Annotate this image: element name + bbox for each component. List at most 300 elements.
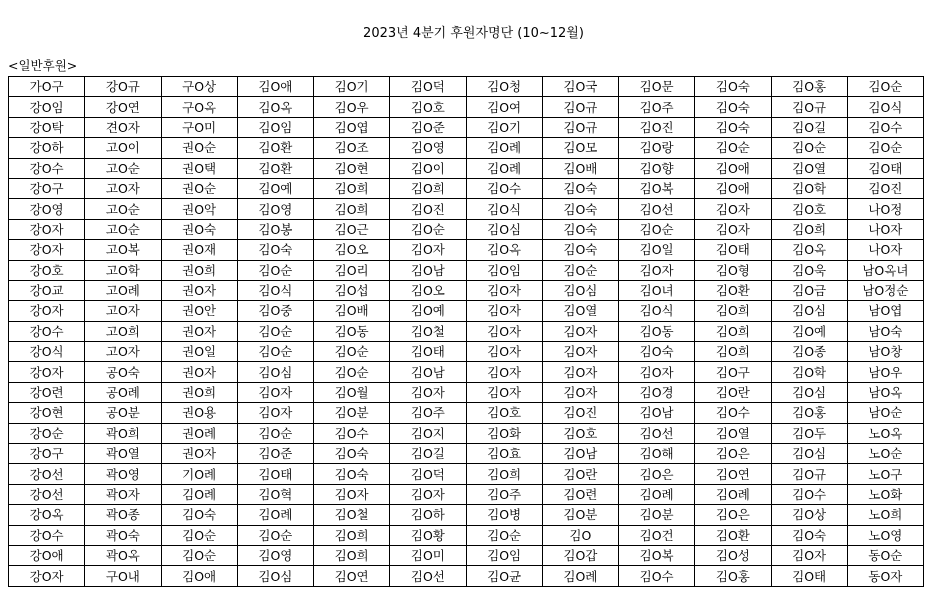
donor-name-cell: 김O자 [390,240,466,260]
donor-name-cell: 김O옥 [237,97,313,117]
donor-name-cell: 김O환 [237,138,313,158]
table-row [9,240,924,260]
donor-name-cell: 강O탁 [9,117,85,137]
donor-name-cell: 김O예 [390,301,466,321]
donor-name-cell: 남O순 [847,403,923,423]
donor-name-cell: 김O학 [771,362,847,382]
donor-name-cell: 김O희 [695,342,771,362]
donor-name-cell: 김O주 [619,97,695,117]
donor-name-cell: 남O우 [847,362,923,382]
donor-name-cell: 강O수 [9,158,85,178]
donor-name-cell: 김O례 [542,566,618,586]
donor-name-cell: 권O자 [161,362,237,382]
table-row [9,342,924,362]
donor-name-cell: 김O준 [237,444,313,464]
donor-name-cell: 김O문 [619,77,695,97]
donor-name-cell: 김O수 [314,423,390,443]
donor-name-cell: 강O영 [9,199,85,219]
donor-name-cell: 김O임 [466,545,542,565]
donor-name-cell: 김O남 [542,444,618,464]
donor-name-cell: 김O숙 [695,117,771,137]
donor-name-cell: 김O덕 [390,77,466,97]
donor-name-cell: 견O자 [85,117,161,137]
donor-name-cell: 권O용 [161,403,237,423]
donor-name-cell: 강O자 [9,362,85,382]
donor-name-cell: 김O호 [390,97,466,117]
donor-name-cell: 김O수 [619,566,695,586]
donor-name-cell: 김O심 [237,566,313,586]
donor-name-cell: 김O희 [771,219,847,239]
donor-name-cell: 김O남 [390,362,466,382]
donor-name-cell: 강O자 [9,301,85,321]
donor-name-cell: 김O식 [619,301,695,321]
donor-name-cell: 김O희 [695,321,771,341]
donor-name-cell: 김O녀 [619,280,695,300]
donor-name-cell: 김O순 [237,321,313,341]
donor-name-cell: 김O진 [847,178,923,198]
donor-name-cell: 김O자 [695,219,771,239]
donor-name-cell: 남O정순 [847,280,923,300]
donor-name-cell: 권O안 [161,301,237,321]
donor-name-cell: 김O오 [390,280,466,300]
donor-name-cell: 권O희 [161,260,237,280]
donor-name-cell: 김O희 [314,525,390,545]
donor-name-cell: 김O해 [619,444,695,464]
donor-name-cell: 김O상 [771,505,847,525]
donor-name-cell: 김O숙 [314,444,390,464]
donor-name-cell: 김O길 [771,117,847,137]
donor-name-cell: 곽O자 [85,484,161,504]
donor-name-cell: 김O심 [771,382,847,402]
donor-name-cell: 김O예 [237,178,313,198]
donor-name-cell: 김O자 [542,362,618,382]
donor-name-cell: 김O숙 [695,97,771,117]
donor-name-cell: 고O희 [85,321,161,341]
donor-name-cell: 김O자 [390,382,466,402]
donor-name-cell: 권O재 [161,240,237,260]
donor-name-cell: 김O순 [847,77,923,97]
donor-name-cell: 김O자 [466,280,542,300]
donor-name-cell: 김O순 [390,219,466,239]
donor-name-cell: 남O옥녀 [847,260,923,280]
donor-name-cell: 노O영 [847,525,923,545]
donor-name-cell: 곽O열 [85,444,161,464]
donor-name-cell: 권O일 [161,342,237,362]
donor-name-cell: 강O자 [9,566,85,586]
donor-name-cell: 김O수 [695,403,771,423]
donor-name-cell: 김O호 [542,423,618,443]
donor-name-cell: 강O연 [85,97,161,117]
donor-name-cell: 김O욱 [771,260,847,280]
donor-name-cell: 김O홍 [771,403,847,423]
donor-name-cell: 강O선 [9,464,85,484]
donor-name-cell: 김O남 [619,403,695,423]
donor-name-cell: 김O자 [771,545,847,565]
donor-name-cell: 김O국 [542,77,618,97]
donor-name-cell: 김O효 [466,444,542,464]
donor-name-cell: 김O이 [390,158,466,178]
donor-name-cell: 공O숙 [85,362,161,382]
donor-name-cell: 김O은 [619,464,695,484]
donor-name-cell: 고O자 [85,342,161,362]
donor-name-cell: 권O숙 [161,219,237,239]
donor-name-cell: 김O영 [237,545,313,565]
donor-name-cell: 김O철 [390,321,466,341]
donor-name-cell: 권O택 [161,158,237,178]
donor-name-cell: 김O례 [695,484,771,504]
donor-name-cell: 김O조 [314,138,390,158]
donor-name-cell: 김O열 [542,301,618,321]
donor-name-cell: 김O여 [466,97,542,117]
table-row [9,444,924,464]
donor-name-cell: 김O옥 [771,240,847,260]
donor-name-cell: 고O순 [85,158,161,178]
donor-name-cell: 김O건 [619,525,695,545]
donor-name-cell: 곽O영 [85,464,161,484]
donor-name-cell: 김O호 [466,403,542,423]
donor-name-cell: 고O례 [85,280,161,300]
donor-name-cell: 고O복 [85,240,161,260]
donor-name-cell: 김O혁 [237,484,313,504]
donor-name-cell: 김O순 [314,362,390,382]
donor-name-cell: 김O미 [390,545,466,565]
donor-name-cell: 고O학 [85,260,161,280]
donor-name-cell: 고O순 [85,219,161,239]
donor-name-cell: 김O예 [771,321,847,341]
donor-name-cell: 김O자 [466,382,542,402]
donor-name-cell: 동O순 [847,545,923,565]
donor-name-cell: 김O엽 [314,117,390,137]
donor-name-cell: 김O숙 [542,178,618,198]
donor-name-cell: 김O숙 [619,342,695,362]
donor-name-cell: 권O희 [161,382,237,402]
donor-name-cell: 김O순 [237,525,313,545]
donor-name-cell: 김O갑 [542,545,618,565]
donor-name-cell: 강O련 [9,382,85,402]
donor-name-cell: 김O학 [771,178,847,198]
donor-name-cell: 김O호 [771,199,847,219]
donor-name-cell: 나O자 [847,240,923,260]
donor-name-cell: 김O규 [771,97,847,117]
donor-name-cell: 김O임 [237,117,313,137]
donor-name-cell: 김O자 [314,484,390,504]
donor-name-cell: 김O선 [619,199,695,219]
donor-name-cell: 김O숙 [237,240,313,260]
table-row [9,382,924,402]
donor-name-cell: 김O하 [390,505,466,525]
donor-name-cell: 김O순 [771,138,847,158]
donor-name-cell: 김O진 [390,199,466,219]
donor-name-cell: 김O례 [237,505,313,525]
donor-name-cell: 김O리 [314,260,390,280]
donor-name-cell: 김O분 [314,403,390,423]
donor-name-cell: 김O례 [161,484,237,504]
donor-name-cell: 김O영 [237,199,313,219]
donor-name-cell: 김O심 [466,219,542,239]
donor-name-cell: 김O심 [542,280,618,300]
donor-name-cell: 강O현 [9,403,85,423]
donor-name-cell: 김O종 [771,342,847,362]
donor-name-cell: 김O란 [542,464,618,484]
donor-name-cell: 곽O희 [85,423,161,443]
donor-name-cell: 김O배 [542,158,618,178]
donor-name-cell: 김O선 [390,566,466,586]
donor-name-cell: 구O미 [161,117,237,137]
donor-name-cell: 김O분 [619,505,695,525]
donor-name-cell: 김O배 [314,301,390,321]
donor-name-cell: 김O주 [390,403,466,423]
donor-name-cell: 김O성 [695,545,771,565]
donor-name-cell: 김O숙 [542,240,618,260]
donor-name-cell: 김O동 [314,321,390,341]
table-row [9,178,924,198]
donor-name-cell: 김O애 [237,77,313,97]
donor-name-cell: 김O연 [314,566,390,586]
donor-name-cell: 강O식 [9,342,85,362]
donor-name-cell: 김O희 [314,545,390,565]
donor-name-cell: 강O수 [9,525,85,545]
donor-name-cell: 김O기 [466,117,542,137]
donor-name-cell: 곽O옥 [85,545,161,565]
table-row [9,566,924,586]
table-row [9,464,924,484]
donor-name-cell: 김O태 [390,342,466,362]
donor-name-cell: 김O태 [695,240,771,260]
donor-name-cell: 김O임 [466,260,542,280]
table-row [9,505,924,525]
donor-name-cell: 김O순 [161,525,237,545]
donor-name-cell: 김O희 [314,199,390,219]
donor-name-cell: 노O희 [847,505,923,525]
page-title: 2023년 4분기 후원자명단 (10~12월) [363,26,584,41]
donor-name-cell: 강O순 [9,423,85,443]
donor-name-cell: 김O례 [466,138,542,158]
donor-name-cell: 김O균 [466,566,542,586]
donor-name-cell: 강O자 [9,240,85,260]
donor-name-cell: 김O동 [619,321,695,341]
donor-name-cell: 김O식 [237,280,313,300]
donor-name-cell: 김O태 [771,566,847,586]
donor-name-cell: 김O희 [390,178,466,198]
table-row [9,321,924,341]
donor-name-cell: 김O오 [314,240,390,260]
donor-name-cell: 강O자 [9,219,85,239]
table-row [9,117,924,137]
donor-name-cell: 김O례 [466,158,542,178]
donor-name-cell: 김O애 [695,178,771,198]
donor-name-cell: 노O순 [847,444,923,464]
donor-name-cell: 강O선 [9,484,85,504]
donor-name-cell: 강O호 [9,260,85,280]
donor-name-cell: 김O선 [619,423,695,443]
donor-name-cell: 김O수 [466,178,542,198]
donor-table [8,76,924,587]
donor-name-cell: 김O은 [695,444,771,464]
donor-name-cell: 김O화 [466,423,542,443]
donor-name-cell: 김O자 [695,199,771,219]
donor-name-cell: 김O홍 [695,566,771,586]
table-row [9,423,924,443]
donor-name-cell: 김O심 [237,362,313,382]
donor-name-cell: 김O숙 [542,199,618,219]
donor-name-cell: 김O식 [466,199,542,219]
donor-name-cell: 김O병 [466,505,542,525]
donor-name-cell: 김O봉 [237,219,313,239]
donor-name-cell: 공O분 [85,403,161,423]
donor-name-cell: 김O향 [619,158,695,178]
donor-name-cell: 권O자 [161,444,237,464]
donor-name-cell: 김O자 [466,342,542,362]
donor-name-cell: 김O일 [619,240,695,260]
donor-name-cell: 김O순 [542,260,618,280]
donor-name-cell: 강O규 [85,77,161,97]
donor-name-cell: 남O창 [847,342,923,362]
donor-name-cell: 김O규 [771,464,847,484]
donor-name-cell: 김O순 [314,342,390,362]
donor-name-cell: 공O례 [85,382,161,402]
donor-name-cell: 김O숙 [771,525,847,545]
donor-name-cell: 김O심 [771,301,847,321]
donor-name-cell: 김O환 [695,280,771,300]
donor-name-cell: 김O덕 [390,464,466,484]
donor-name-cell: 김O순 [695,138,771,158]
donor-name-cell: 김O수 [847,117,923,137]
table-row [9,97,924,117]
donor-name-cell: 김O진 [542,403,618,423]
table-row [9,403,924,423]
donor-name-cell: 강O임 [9,97,85,117]
section-label: <일반후원> [8,58,78,73]
donor-name-cell: 김O형 [695,260,771,280]
donor-name-cell: 김O자 [619,362,695,382]
donor-name-cell: 김O경 [619,382,695,402]
table-row [9,484,924,504]
donor-name-cell: 김O태 [237,464,313,484]
donor-name-cell: 김O란 [695,382,771,402]
donor-name-cell: 김O연 [695,464,771,484]
table-row [9,525,924,545]
table-row [9,301,924,321]
donor-name-cell: 고O순 [85,199,161,219]
donor-name-cell: 김O복 [619,545,695,565]
donor-name-cell: 김O숙 [161,505,237,525]
donor-name-cell: 김O숙 [695,77,771,97]
donor-name-cell: 김O섭 [314,280,390,300]
donor-name-cell: 김O심 [771,444,847,464]
donor-name-cell: 기O례 [161,464,237,484]
donor-name-cell: 강O하 [9,138,85,158]
donor-name-cell: 김O길 [390,444,466,464]
donor-name-cell: 김O순 [466,525,542,545]
donor-name-cell: 권O악 [161,199,237,219]
donor-name-cell: 김O자 [237,382,313,402]
donor-name-cell: 김O자 [466,362,542,382]
donor-name-cell: 김O복 [619,178,695,198]
donor-name-cell: 김O례 [619,484,695,504]
donor-name-cell: 김O규 [542,117,618,137]
donor-table-body [9,77,924,587]
donor-name-cell: 김O랑 [619,138,695,158]
donor-name-cell: 김O순 [237,423,313,443]
donor-name-cell: 강O교 [9,280,85,300]
donor-name-cell: 김O규 [542,97,618,117]
table-row [9,280,924,300]
donor-name-cell: 강O구 [9,444,85,464]
donor-name-cell: 김O태 [847,158,923,178]
donor-name-cell: 김O지 [390,423,466,443]
donor-name-cell: 김O근 [314,219,390,239]
donor-name-cell: 권O례 [161,423,237,443]
donor-name-cell: 김O자 [542,321,618,341]
donor-name-cell: 강O옥 [9,505,85,525]
donor-name-cell: 김O [542,525,618,545]
donor-name-cell: 김O분 [542,505,618,525]
donor-name-cell: 권O순 [161,138,237,158]
donor-name-cell: 노O화 [847,484,923,504]
donor-name-cell: 김O은 [695,505,771,525]
donor-name-cell: 동O자 [847,566,923,586]
donor-name-cell: 나O정 [847,199,923,219]
donor-name-cell: 김O황 [390,525,466,545]
donor-name-cell: 남O엽 [847,301,923,321]
donor-name-cell: 김O옥 [466,240,542,260]
donor-name-cell: 고O이 [85,138,161,158]
donor-name-cell: 곽O숙 [85,525,161,545]
donor-name-cell: 고O자 [85,301,161,321]
donor-name-cell: 김O환 [695,525,771,545]
donor-name-cell: 김O환 [237,158,313,178]
table-row [9,77,924,97]
donor-name-cell: 김O금 [771,280,847,300]
donor-name-cell: 김O열 [695,423,771,443]
donor-name-cell: 가O구 [9,77,85,97]
donor-name-cell: 김O자 [542,342,618,362]
donor-name-cell: 김O기 [314,77,390,97]
donor-name-cell: 구O상 [161,77,237,97]
table-row [9,545,924,565]
donor-name-cell: 구O옥 [161,97,237,117]
donor-name-cell: 김O희 [695,301,771,321]
donor-name-cell: 김O수 [771,484,847,504]
donor-name-cell: 김O순 [237,260,313,280]
table-row [9,199,924,219]
donor-name-cell: 김O준 [390,117,466,137]
table-row [9,138,924,158]
donor-name-cell: 김O구 [695,362,771,382]
table-row [9,362,924,382]
donor-name-cell: 김O두 [771,423,847,443]
donor-name-cell: 김O순 [847,138,923,158]
donor-name-cell: 김O숙 [542,219,618,239]
donor-name-cell: 김O희 [466,464,542,484]
donor-name-cell: 노O구 [847,464,923,484]
donor-name-cell: 곽O종 [85,505,161,525]
donor-name-cell: 고O자 [85,178,161,198]
donor-name-cell: 노O옥 [847,423,923,443]
donor-name-cell: 김O자 [466,321,542,341]
donor-name-cell: 김O진 [619,117,695,137]
donor-name-cell: 권O순 [161,178,237,198]
donor-name-cell: 김O자 [542,382,618,402]
donor-name-cell: 권O자 [161,321,237,341]
donor-name-cell: 김O홍 [771,77,847,97]
donor-name-cell: 김O자 [619,260,695,280]
donor-name-cell: 김O식 [847,97,923,117]
donor-name-cell: 김O자 [466,301,542,321]
donor-name-cell: 김O련 [542,484,618,504]
donor-name-cell: 김O우 [314,97,390,117]
donor-name-cell: 김O철 [314,505,390,525]
